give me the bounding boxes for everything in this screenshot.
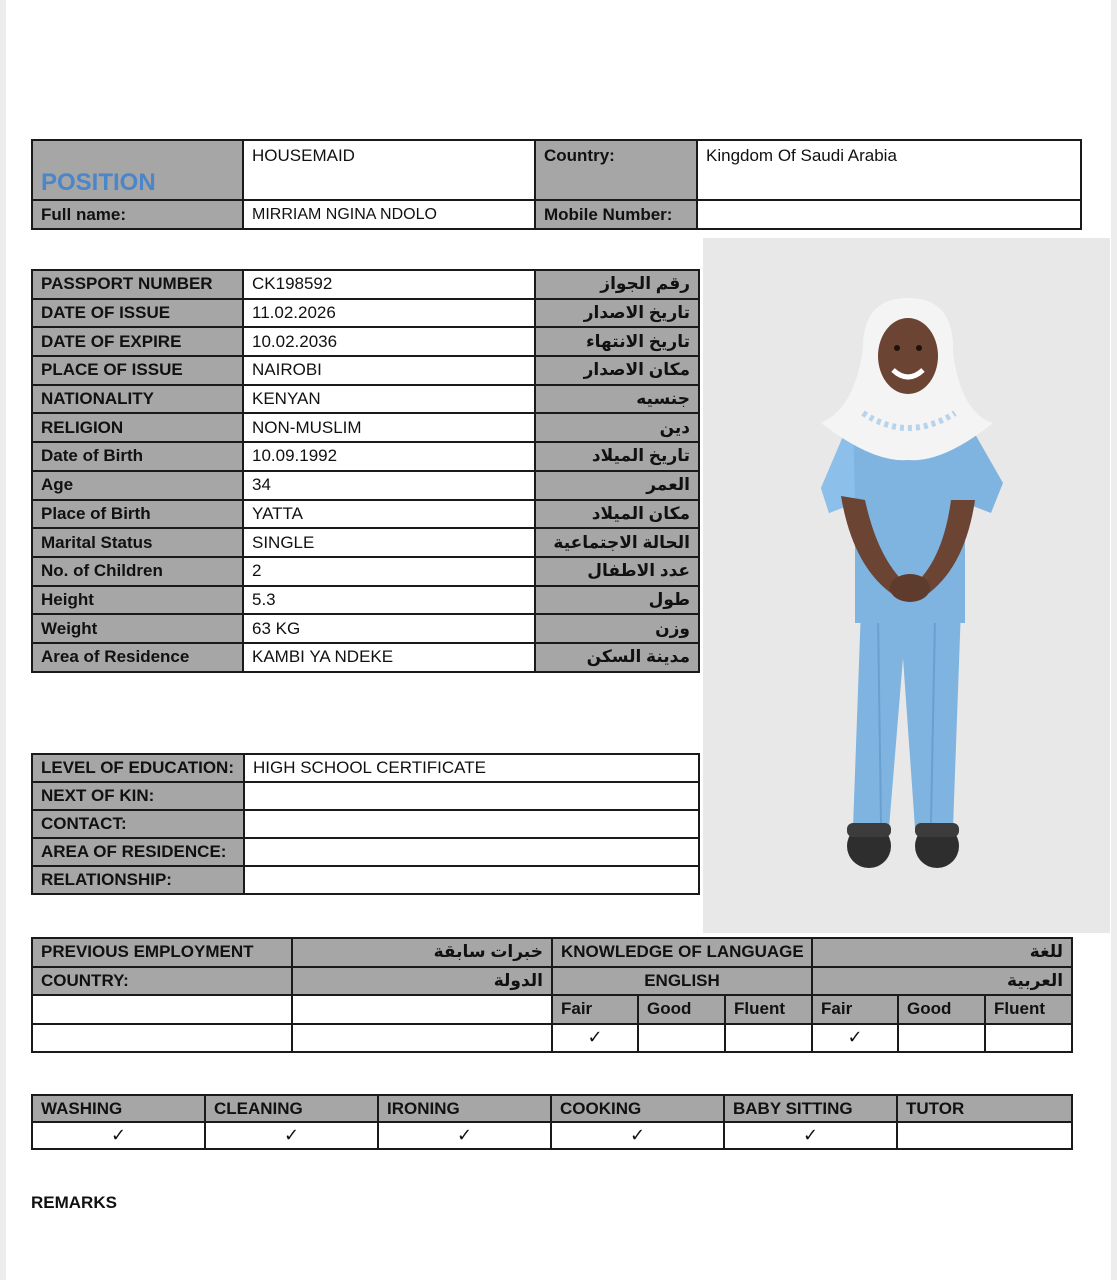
detail-row [32,471,699,500]
check-cell [898,1024,985,1053]
detail-arabic-label: تاريخ الاصدار [535,299,699,328]
detail-label: Area of Residence [32,643,243,672]
detail-value: 5.3 [243,586,535,615]
country-label: Country: [535,140,697,200]
detail-row [32,442,699,471]
arabic-language-label: العربية [812,967,1072,996]
level-fair: Fair [812,995,898,1024]
education-label: RELATIONSHIP: [32,866,244,894]
detail-label: Date of Birth [32,442,243,471]
detail-arabic-label: مدينة السكن [535,643,699,672]
remarks-label: REMARKS [31,1193,117,1212]
detail-label: PASSPORT NUMBER [32,270,243,299]
detail-arabic-label: طول [535,586,699,615]
detail-label: Weight [32,614,243,643]
education-value: HIGH SCHOOL CERTIFICATE [244,754,699,782]
previous-employment-label: PREVIOUS EMPLOYMENT [32,938,292,967]
language-knowledge-label: KNOWLEDGE OF LANGUAGE [552,938,812,967]
education-value [244,838,699,866]
detail-label: PLACE OF ISSUE [32,356,243,385]
detail-label: DATE OF EXPIRE [32,327,243,356]
detail-value: 10.09.1992 [243,442,535,471]
education-value [244,866,699,894]
employment-cell [292,995,552,1024]
detail-arabic-label: عدد الاطفال [535,557,699,586]
check-cell [985,1024,1072,1053]
detail-row [32,385,699,414]
detail-label: Height [32,586,243,615]
education-row [32,810,699,838]
detail-row [32,586,699,615]
previous-employment-arabic: خبرات سابقة [292,938,552,967]
detail-value: KENYAN [243,385,535,414]
detail-value: KAMBI YA NDEKE [243,643,535,672]
employment-cell [32,1024,292,1053]
detail-label: Age [32,471,243,500]
detail-value: NAIROBI [243,356,535,385]
detail-value: 2 [243,557,535,586]
country-value: Kingdom Of Saudi Arabia [697,140,1081,200]
detail-row [32,500,699,529]
detail-row [32,528,699,557]
skill-check: ✓ [32,1122,205,1149]
detail-value: 11.02.2026 [243,299,535,328]
detail-label: Marital Status [32,528,243,557]
skill-header: COOKING [551,1095,724,1122]
level-good: Good [898,995,985,1024]
detail-arabic-label: تاريخ الميلاد [535,442,699,471]
detail-row [32,299,699,328]
skill-check [897,1122,1072,1149]
level-good: Good [638,995,725,1024]
detail-label: DATE OF ISSUE [32,299,243,328]
detail-value: YATTA [243,500,535,529]
skill-header: IRONING [378,1095,551,1122]
detail-row [32,614,699,643]
education-label: AREA OF RESIDENCE: [32,838,244,866]
skill-check: ✓ [724,1122,897,1149]
level-fluent: Fluent [725,995,812,1024]
mobile-value [697,200,1081,229]
fullname-value: MIRRIAM NGINA NDOLO [243,200,535,229]
detail-row [32,327,699,356]
education-label: CONTACT: [32,810,244,838]
detail-label: Place of Birth [32,500,243,529]
detail-arabic-label: تاريخ الانتهاء [535,327,699,356]
detail-arabic-label: العمر [535,471,699,500]
detail-value: 10.02.2036 [243,327,535,356]
detail-arabic-label: مكان الميلاد [535,500,699,529]
check-cell [725,1024,812,1053]
education-row [32,754,699,782]
check-cell: ✓ [552,1024,638,1053]
employment-country-label: COUNTRY: [32,967,292,996]
skill-header: TUTOR [897,1095,1072,1122]
skill-check: ✓ [551,1122,724,1149]
candidate-photo [703,238,1110,933]
english-label: ENGLISH [552,967,812,996]
detail-arabic-label: وزن [535,614,699,643]
detail-row [32,356,699,385]
skill-header: BABY SITTING [724,1095,897,1122]
level-fair: Fair [552,995,638,1024]
language-knowledge-arabic: للغة [812,938,1072,967]
detail-arabic-label: مكان الاصدار [535,356,699,385]
detail-arabic-label: دين [535,413,699,442]
fullname-label: Full name: [32,200,243,229]
education-row [32,782,699,810]
detail-arabic-label: رقم الجواز [535,270,699,299]
detail-value: SINGLE [243,528,535,557]
detail-row [32,557,699,586]
education-table [31,753,700,895]
employment-country-arabic: الدولة [292,967,552,996]
education-label: NEXT OF KIN: [32,782,244,810]
education-label: LEVEL OF EDUCATION: [32,754,244,782]
detail-value: 34 [243,471,535,500]
skill-header: WASHING [32,1095,205,1122]
detail-label: RELIGION [32,413,243,442]
position-table [31,139,1082,230]
detail-row [32,643,699,672]
employment-cell [32,995,292,1024]
detail-value: NON-MUSLIM [243,413,535,442]
skill-check: ✓ [378,1122,551,1149]
detail-arabic-label: جنسيه [535,385,699,414]
detail-label: No. of Children [32,557,243,586]
education-row [32,838,699,866]
position-value: HOUSEMAID [243,140,535,200]
position-label: POSITION [32,140,243,200]
mobile-label: Mobile Number: [535,200,697,229]
detail-row [32,413,699,442]
detail-label: NATIONALITY [32,385,243,414]
skill-check: ✓ [205,1122,378,1149]
skills-table [31,1094,1073,1150]
education-value [244,810,699,838]
detail-arabic-label: الحالة الاجتماعية [535,528,699,557]
detail-row [32,270,699,299]
skill-header: CLEANING [205,1095,378,1122]
employment-language-table [31,937,1073,1053]
check-cell [638,1024,725,1053]
education-row [32,866,699,894]
level-fluent: Fluent [985,995,1072,1024]
detail-value: CK198592 [243,270,535,299]
detail-value: 63 KG [243,614,535,643]
check-cell: ✓ [812,1024,898,1053]
page-edge [0,0,6,1280]
page-edge [1111,0,1117,1280]
employment-cell [292,1024,552,1053]
personal-details-table [31,269,700,673]
education-value [244,782,699,810]
person-photo-figure [703,238,1110,933]
